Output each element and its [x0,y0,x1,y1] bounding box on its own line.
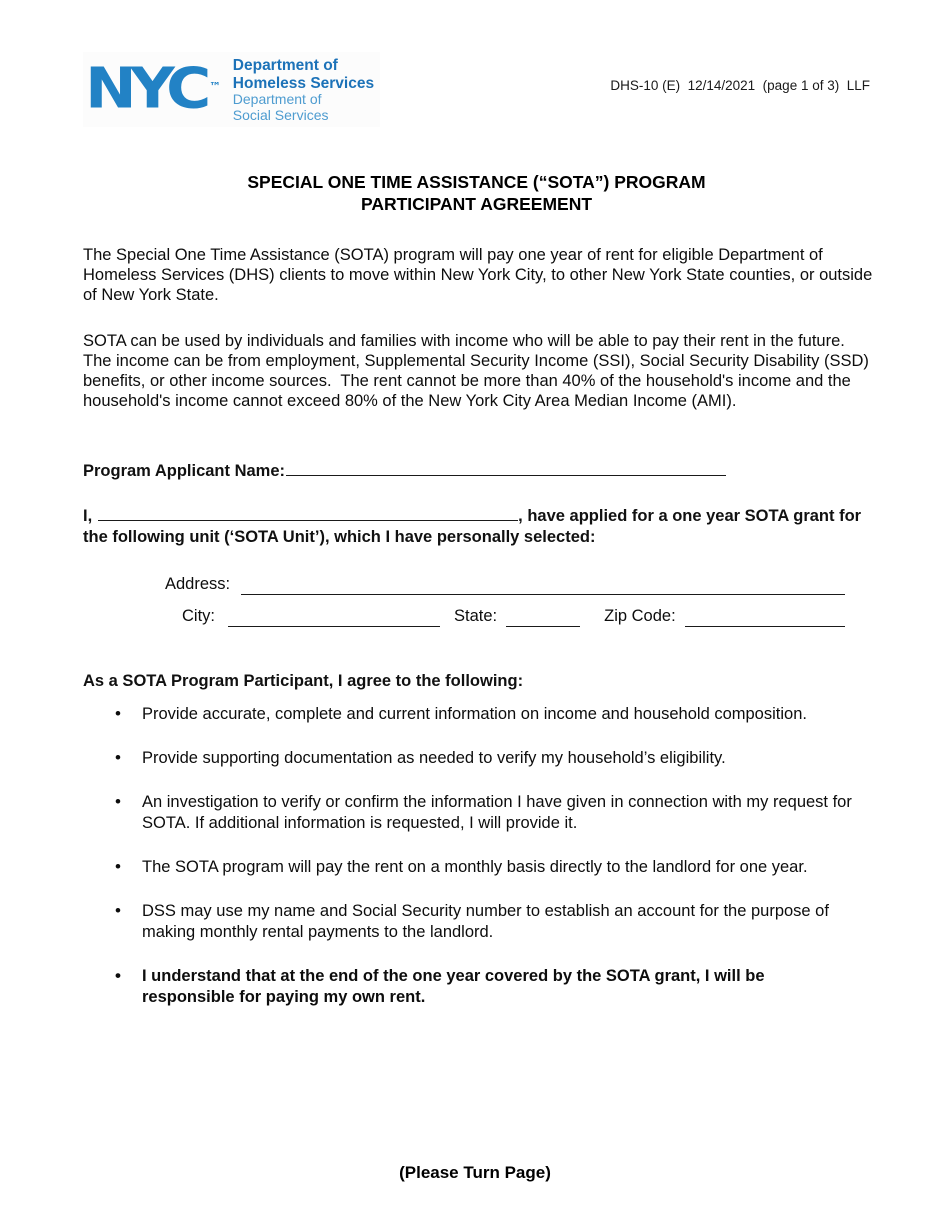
agency-name-line2: Homeless Services [232,74,375,92]
bullet-text: DSS may use my name and Social Security number to establish an account for the purpose of making monthly rental payments to the landlord. [142,902,829,941]
address-label: Address: [165,575,231,593]
trademark-symbol: ™ [209,79,222,93]
nyc-dhs-logo [83,52,380,127]
bullet-icon: • [115,748,121,767]
bullet-text: Provide supporting documentation as needed to verify my household’s eligibility. [142,749,726,767]
intro-paragraph-1: The Special One Time Assistance (SOTA) program will pay one year of rent for eligible Department of Homeless Services (DHS) clients to move within New York City, to other New York State counties, or outside of New York State. [83,246,877,304]
form-reference-number: DHS-10 (E) 12/14/2021 (page 1 of 3) LLF [610,78,870,93]
applicant-statement [83,504,873,548]
agency-name-line1: Department of [232,57,338,74]
bullet-text: Provide accurate, complete and current information on income and household composition. [142,705,807,723]
page-title-line2: PARTICIPANT AGREEMENT [360,194,593,214]
city-label: City: [182,607,215,625]
page-title-line1: SPECIAL ONE TIME ASSISTANCE (“SOTA”) PROGRAM [247,172,706,192]
bullet-item [115,704,855,725]
address-blank[interactable] [241,578,845,595]
bullet-item [115,857,855,878]
agreement-bullet-list [115,704,870,1008]
applicant-name-row [83,459,870,482]
bullet-icon: • [115,966,121,985]
city-state-zip-row [182,606,845,627]
statement-name-blank[interactable] [98,504,518,521]
zip-code-label: Zip Code: [604,607,676,625]
city-blank[interactable] [228,610,440,627]
nyc-logo-icon [83,56,222,121]
document-header [83,52,870,127]
bullet-text: An investigation to verify or confirm the information I have given in connection with my request for SOTA. If additional information is requested, I will provide it. [142,793,852,832]
bullet-item [115,792,855,834]
state-label: State: [454,607,498,625]
bullet-item [115,901,855,943]
zip-code-blank[interactable] [685,610,845,627]
bullet-text: I understand that at the end of the one year covered by the SOTA grant, I will be responsible for paying my own rent. [142,967,765,1006]
bullet-text: The SOTA program will pay the rent on a monthly basis directly to the landlord for one year. [142,858,808,876]
bullet-icon: • [115,704,121,723]
bullet-item [115,966,855,1008]
bullet-icon: • [115,792,121,811]
bullet-item [115,748,855,769]
agreement-heading: As a SOTA Program Participant, I agree to the following: [83,672,524,690]
parent-agency-line2: Social Services [232,106,329,123]
statement-prefix: I, [83,507,93,525]
logo-text-block [233,54,374,123]
turn-page-note: (Please Turn Page) [399,1163,551,1182]
applicant-name-label: Program Applicant Name: [83,462,286,480]
parent-agency-line1: Department of [232,91,322,107]
bullet-icon: • [115,857,121,876]
state-blank[interactable] [506,610,580,627]
statement-suffix: , have applied for a one year SOTA grant for the following unit (‘SOTA Unit’), which I have personally selected: [83,507,862,546]
page-title [83,171,870,215]
applicant-name-blank[interactable] [286,459,726,476]
bullet-icon: • [115,901,121,920]
nyc-wordmark-text: NYC [85,56,205,121]
address-field-row [165,574,845,595]
intro-paragraph-2: SOTA can be used by individuals and families with income who will be able to pay their rent in the future. The income can be from employment, Supplemental Security Income (SSI), Social Security Disability (SSD) benefits, or other income sources. The rent cannot be more than 40% of the household's income and the household's income cannot exceed 80% of the New York City Area Median Income (AMI). [83,332,874,410]
